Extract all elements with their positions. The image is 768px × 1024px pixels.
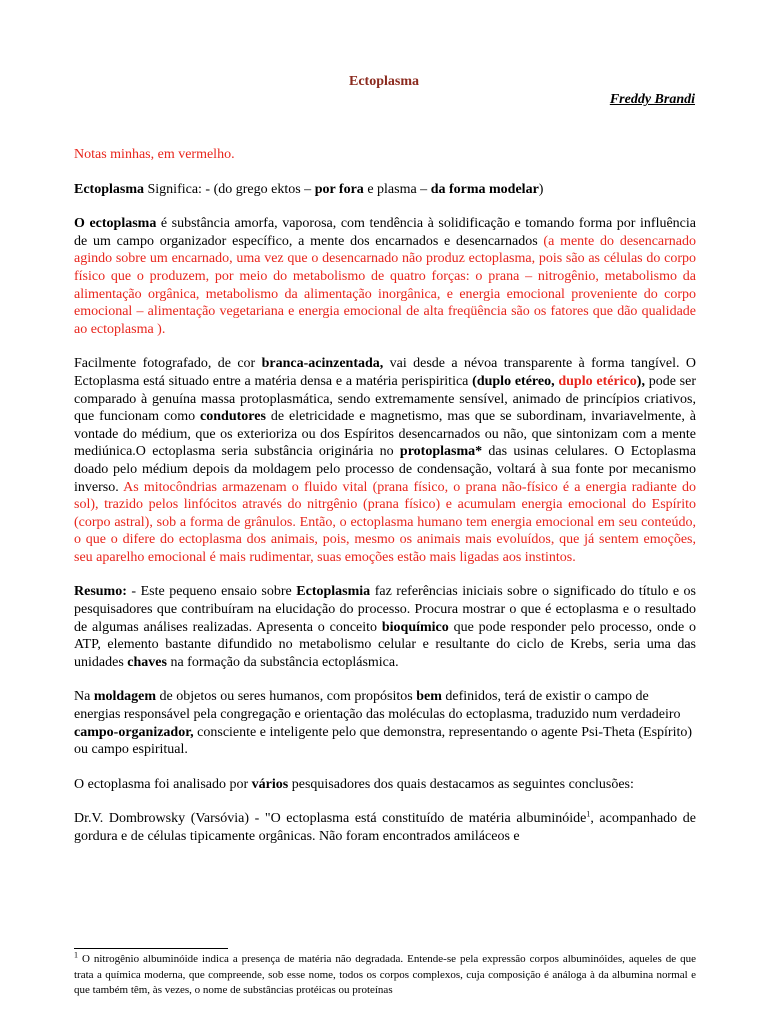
paragraph-moldagem xyxy=(74,688,696,758)
term-varios: vários xyxy=(251,776,289,792)
text-run: e plasma – xyxy=(363,181,431,197)
text-run: O ectoplasma foi analisado por xyxy=(74,776,252,792)
text-run: faz referências iniciais sobre o significado do título e os pesquisadores que contribuíram na elucidação do processo. Procura mostrar o que é ectoplasma e o resultado de algumas análises realizadas. Apresenta o conceito xyxy=(74,584,696,635)
footnote-text: O nitrogênio albuminóide indica a presença de matéria não degradada. Entende-se pela expressão corpos albuminóides, aqueles de que trata a química moderna, que compreende, sob esse nome, todos os corpos complexos, cuja composição é análoga à da albumina normal e que também têm, às vezes, o nome de substâncias protéicas ou proteínas xyxy=(74,953,696,996)
term-ectoplasma: Ectoplasma xyxy=(74,181,144,197)
term-branca-acinzentada: branca-acinzentada, xyxy=(261,356,384,372)
term-duplo-etereo: (duplo etéreo, xyxy=(472,373,559,389)
text-run: na formação da substância ectoplásmica. xyxy=(166,654,399,670)
paragraph-2 xyxy=(74,355,696,566)
text-run: Significa: - (do grego ektos – xyxy=(144,181,315,197)
term-resumo: Resumo: xyxy=(74,584,127,600)
text-run: definidos, terá de existir o campo de energias responsável pela congregação e orientação das moléculas do ectoplasma, traduzido num verdadeiro xyxy=(74,689,681,723)
term-campo-organizador: campo-organizador, xyxy=(74,724,194,740)
text-run: - Este pequeno ensaio sobre xyxy=(126,584,297,600)
text-run: das usinas celulares. O Ectoplasma doado pelo médium depois da moldagem pelo processo de condensação, voltará à sua fonte por mecanismo inverso. xyxy=(74,444,697,495)
text-run: Dr.V. Dombrowsky (Varsóvia) - "O ectoplasma está constituído de matéria albuminóide xyxy=(74,811,587,827)
paragraph-analysis xyxy=(74,776,696,794)
text-run: ), xyxy=(636,373,645,389)
term-o-ectoplasma: O ectoplasma xyxy=(74,216,157,232)
term-bem: bem xyxy=(416,689,442,705)
author-note: As mitocôndrias armazenam o fluido vital (prana físico, o prana não-físico é a energia radiante do sol), trazido pelos linfócitos através do nitrgênio (prana físico) e acumulam energia emocional do Espírito (corpo astral), sob a forma de grânulos. Então, o ectoplasma humano tem energia emocional em seu conteúdo, o que o difere do ectoplasma dos animais, pois, mesmo os animais mais evoluídos, que já sentem emoções, seu aparelho emocional é mais rudimentar, suas emoções estão mais ligadas aos instintos. xyxy=(74,479,696,565)
paragraph-definition xyxy=(74,181,696,199)
text-run: vai desde a névoa transparente à forma tangível. O Ectoplasma está situado entre a matéria densa e a matéria perispiritica xyxy=(74,356,696,389)
document-body xyxy=(74,146,696,863)
term-condutores: condutores xyxy=(200,409,266,425)
term-forma-modelar: da forma modelar xyxy=(430,181,539,197)
notes-line: Notas minhas, em vermelho. xyxy=(74,147,235,162)
text-run: pesquisadores dos quais destacamos as seguintes conclusões: xyxy=(288,776,634,792)
text-run: Na xyxy=(74,689,94,705)
paragraph-dombrowsky xyxy=(74,810,696,845)
term-por-fora: por fora xyxy=(314,181,364,197)
footnote-divider xyxy=(74,948,228,949)
term-protoplasma: protoplasma* xyxy=(399,444,483,460)
term-ectoplasmia: Ectoplasmia xyxy=(296,584,371,600)
document-author: Freddy Brandi xyxy=(609,92,695,107)
term-moldagem: moldagem xyxy=(93,689,157,705)
text-run: ) xyxy=(538,181,544,197)
term-chaves: chaves xyxy=(127,654,167,670)
text-run: de objetos ou seres humanos, com propósitos xyxy=(156,689,417,705)
text-run: consciente e inteligente pelo que demonstra, representando o agente Psi-Theta (Espírito) ou campo espiritual. xyxy=(74,724,693,758)
author-note: (a mente do desencarnado agindo sobre um encarnado, uma vez que o desencarnado não produz ectoplasma, pois são as células do corpo físico que o produzem, por meio do metabolismo de quatro forças: o prana – nitrogênio, metabolismo da alimentação orgânica, metabolismo da alimentação inorgânica, e energia emocional proveniente do corpo emocional – alimentação vegetariana e energia emocional de alta freqüência são os fatores que dão qualidade ao ectoplasma ). xyxy=(74,233,696,337)
footnote-ref[interactable]: 1 xyxy=(586,809,591,819)
footnote-marker: 1 xyxy=(74,950,78,960)
text-run: é substância amorfa, vaporosa, com tendência à solidificação e tomando forma por influência de um campo organizador específico, a mente dos encarnados e desencarnados xyxy=(74,216,696,249)
text-run: Facilmente fotografado, de cor xyxy=(74,356,262,372)
footnote xyxy=(74,952,696,999)
text-run: que pode responder pelo processo, onde o ATP, elemento bastante difundido no metabolismo celular e resultante do ciclo de Krebs, seria uma das unidades xyxy=(74,619,697,670)
term-bioquimico: bioquímico xyxy=(381,619,449,635)
text-run: pode ser comparado à genuína massa protoplasmática, sendo extremamente sensível, animado de princípios criativos, que funcionam como xyxy=(74,373,697,425)
term-duplo-eterico: duplo etérico xyxy=(558,373,637,389)
text-run: de eletricidade e magnetismo, mas que se subordinam, invariavelmente, à vontade do médium, que os exterioriza ou dos Espíritos desencarnados ou não, que sintonizam com a mente mediúnica.O ectoplasma seria substância originária no xyxy=(74,409,697,460)
paragraph-resumo xyxy=(74,583,696,671)
text-run: , acompanhado de gordura e de células tipicamente orgânicas. Não foram encontrados amiláceos e xyxy=(74,811,696,844)
paragraph-1 xyxy=(74,215,696,338)
document-title: Ectoplasma xyxy=(349,74,419,89)
